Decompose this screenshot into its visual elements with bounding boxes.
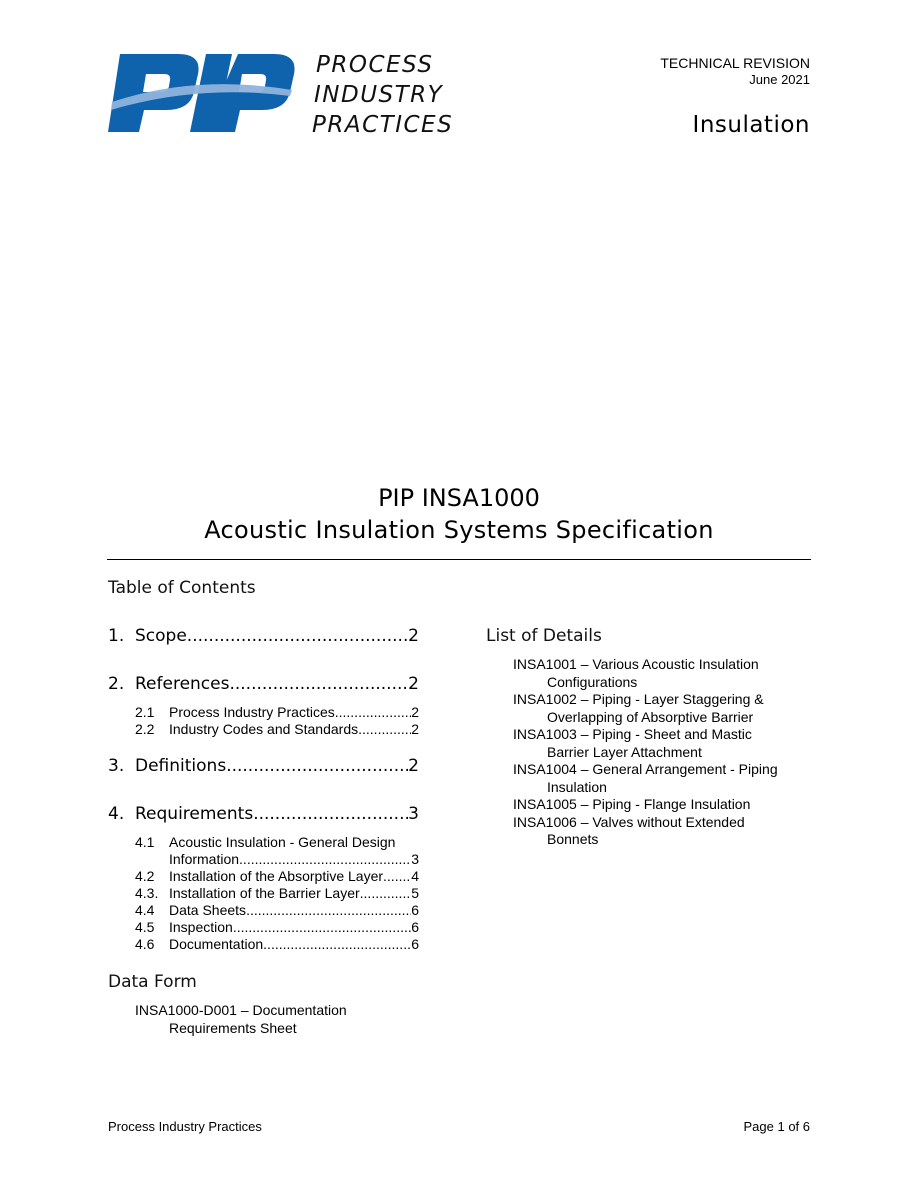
- toc-leader-dots: [226, 756, 408, 776]
- toc-subitem-page: 4: [411, 868, 419, 884]
- toc-item-label: Definitions: [135, 756, 227, 776]
- toc-item-page: 3: [408, 804, 419, 824]
- toc-item-references[interactable]: [108, 674, 419, 694]
- detail-item-line1: INSA1002 – Piping - Layer Staggering &: [513, 691, 764, 707]
- revision-label: TECHNICAL REVISION: [660, 55, 810, 71]
- toc-item-definitions[interactable]: [108, 756, 419, 776]
- toc-subitem-4-4[interactable]: [135, 902, 419, 919]
- toc-subitem-page: 6: [411, 936, 419, 952]
- logo-line-process: PROCESS: [316, 52, 434, 78]
- detail-item-line1: INSA1004 – General Arrangement - Piping: [513, 761, 778, 777]
- toc-item-requirements[interactable]: [108, 804, 419, 824]
- toc-leader-dots: [229, 674, 408, 694]
- data-form-item[interactable]: [135, 1002, 347, 1037]
- detail-item[interactable]: [513, 761, 813, 796]
- detail-item-line1: INSA1006 – Valves without Extended: [513, 813, 745, 830]
- toc-leader-dots: [360, 885, 412, 902]
- toc-subitem-page: 6: [411, 919, 419, 935]
- detail-item-line2: Bonnets: [547, 831, 599, 847]
- toc-subitem-label: Inspection: [169, 919, 233, 935]
- toc-subitem-number: 4.6: [135, 936, 155, 952]
- pip-logo-mark: [106, 52, 301, 136]
- footer-page-number: Page 1 of 6: [743, 1119, 810, 1134]
- detail-item-line2: Configurations: [547, 673, 638, 690]
- toc-item-page: 2: [408, 626, 419, 646]
- detail-item-line2: Insulation: [547, 778, 607, 795]
- toc-subitem-label: Process Industry Practices: [169, 704, 335, 720]
- toc-subitem-label: Installation of the Barrier Layer: [169, 885, 360, 901]
- detail-item-line2: Barrier Layer Attachment: [547, 743, 702, 760]
- toc-subitem-page: 3: [411, 851, 419, 867]
- toc-subitem-label: Documentation: [169, 936, 264, 952]
- toc-item-scope[interactable]: [108, 626, 419, 646]
- detail-item-line1: INSA1005 – Piping - Flange Insulation: [513, 796, 751, 812]
- toc-item-label: Requirements: [135, 804, 254, 824]
- toc-subitem-number: 4.3.: [135, 885, 159, 901]
- toc-leader-dots: [263, 936, 411, 953]
- toc-subitem-2-1[interactable]: [135, 704, 419, 721]
- data-form-item-line2: Requirements Sheet: [169, 1019, 297, 1036]
- footer-publisher: Process Industry Practices: [108, 1119, 262, 1134]
- title-divider: [107, 559, 811, 560]
- revision-date: June 2021: [749, 72, 810, 87]
- toc-leader-dots: [246, 902, 411, 919]
- toc-item-number: 4.: [108, 804, 125, 824]
- toc-subitem-4-6[interactable]: [135, 936, 419, 953]
- toc-subitem-label: Acoustic Insulation - General Design: [169, 834, 396, 850]
- toc-subitem-page: 6: [411, 902, 419, 918]
- toc-item-label: Scope: [135, 626, 187, 646]
- logo-line-practices: PRACTICES: [312, 112, 454, 138]
- document-title: Acoustic Insulation Systems Specification: [204, 516, 714, 544]
- toc-leader-dots: [239, 851, 411, 868]
- toc-subitem-number: 2.2: [135, 721, 155, 737]
- toc-subitem-number: 4.4: [135, 902, 155, 918]
- toc-item-page: 2: [408, 756, 419, 776]
- toc-subitem-number: 4.2: [135, 868, 155, 884]
- detail-item-line2: Overlapping of Absorptive Barrier: [547, 708, 754, 725]
- toc-subitem-number: 4.1: [135, 834, 155, 850]
- data-form-heading: Data Form: [108, 972, 197, 992]
- toc-subitem-number: 2.1: [135, 704, 155, 720]
- toc-subitem-label-cont: Information: [169, 851, 240, 867]
- toc-item-number: 2.: [108, 674, 125, 694]
- category-title: Insulation: [692, 112, 810, 138]
- toc-subitem-page: 5: [411, 885, 419, 901]
- detail-item[interactable]: [513, 726, 813, 761]
- details-list: [513, 656, 813, 849]
- toc-heading: Table of Contents: [108, 578, 256, 598]
- toc-leader-dots: [383, 868, 411, 885]
- toc-subitem-4-2[interactable]: [135, 868, 419, 885]
- detail-item[interactable]: [513, 814, 813, 849]
- toc-item-number: 3.: [108, 756, 125, 776]
- toc-leader-dots: [335, 704, 411, 721]
- toc-subitem-4-1[interactable]: [135, 834, 419, 868]
- toc-leader-dots: [253, 804, 408, 824]
- toc-item-page: 2: [408, 674, 419, 694]
- detail-item-line1: INSA1001 – Various Acoustic Insulation: [513, 656, 759, 672]
- detail-item-line1: INSA1003 – Piping - Sheet and Mastic: [513, 726, 752, 742]
- toc-leader-dots: [358, 721, 411, 738]
- detail-item[interactable]: [513, 656, 813, 691]
- toc-leader-dots: [187, 626, 408, 646]
- toc-item-label: References: [135, 674, 230, 694]
- toc-subitem-4-5[interactable]: [135, 919, 419, 936]
- pip-logo: [106, 50, 466, 140]
- detail-item[interactable]: [513, 796, 813, 814]
- toc-subitem-number: 4.5: [135, 919, 155, 935]
- toc-subitem-page: 2: [411, 704, 419, 720]
- toc-leader-dots: [233, 919, 411, 936]
- toc-subitem-2-2[interactable]: [135, 721, 419, 738]
- details-heading: List of Details: [486, 626, 602, 646]
- toc-subitem-label: Installation of the Absorptive Layer: [169, 868, 384, 884]
- toc-subitem-4-3[interactable]: [135, 885, 419, 902]
- logo-line-industry: INDUSTRY: [314, 82, 444, 108]
- detail-item[interactable]: [513, 691, 813, 726]
- toc-subitem-label: Data Sheets: [169, 902, 247, 918]
- data-form-item-line1: INSA1000-D001 – Documentation: [135, 1002, 347, 1018]
- toc-subitem-label: Industry Codes and Standards: [169, 721, 359, 737]
- toc-item-number: 1.: [108, 626, 125, 646]
- toc-subitem-page: 2: [411, 721, 419, 737]
- document-number: PIP INSA1000: [378, 484, 540, 512]
